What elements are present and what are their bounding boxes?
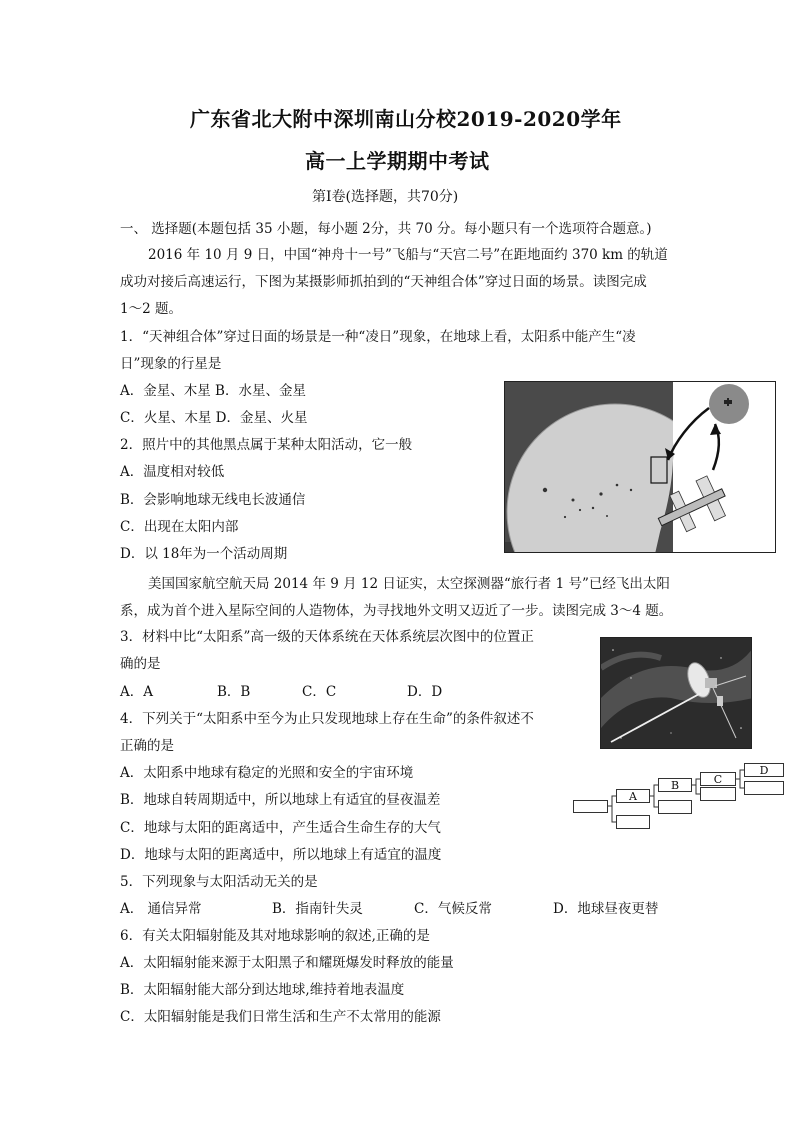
q3-stem-line1: 3．材料中比“太阳系”高一级的天体系统在天体系统层次图中的位置正 (120, 629, 534, 645)
q4-option-d: D．地球与太阳的距离适中，所以地球上有适宜的温度 (120, 847, 442, 863)
q4-option-c: C．地球与太阳的距离适中，产生适合生命生存的大气 (120, 820, 441, 836)
q2-option-b: B．会影响地球无线电长波通信 (120, 492, 306, 508)
q2-option-d: D．以 18年为一个活动周期 (120, 546, 288, 562)
q5-option-b: B．指南针失灵 (272, 901, 363, 917)
diagram-box-d: D (744, 763, 784, 777)
q3-stem-line2: 确的是 (120, 656, 161, 672)
passage1-line3: 1～2 题。 (120, 301, 182, 317)
q4-option-b: B．地球自转周期适中，所以地球上有适宜的昼夜温差 (120, 792, 441, 808)
q2-option-a: A．温度相对较低 (120, 464, 225, 480)
sun-transit-photo (504, 381, 776, 553)
instructions: 一、 选择题(本题包括 35 小题，每小题 2分，共 70 分。每小题只有一个选项符合题意。) (120, 221, 652, 237)
q3-option-a: A．A (120, 684, 153, 700)
q1-stem-line2: 日”现象的行星是 (120, 356, 222, 372)
diagram-box-b: B (658, 778, 692, 792)
q4-stem-line2: 正确的是 (120, 738, 174, 754)
q6-option-c: C．太阳辐射能是我们日常生活和生产不太常用的能源 (120, 1009, 441, 1025)
q6-option-b: B．太阳辐射能大部分到达地球,维持着地表温度 (120, 982, 405, 998)
q5-stem: 5．下列现象与太阳活动无关的是 (120, 874, 318, 890)
passage1-line1: 2016 年 10 月 9 日，中国“神舟十一号”飞船与“天宫二号”在距地面约 370 km 的轨道 (148, 247, 668, 263)
q6-stem: 6．有关太阳辐射能及其对地球影响的叙述,正确的是 (120, 928, 430, 944)
q2-stem: 2．照片中的其他黑点属于某种太阳活动，它一般 (120, 437, 413, 453)
diagram-box-c: C (700, 772, 736, 786)
q1-options-ab: A．金星、木星 B．水星、金星 (120, 383, 306, 399)
passage2-line2: 系，成为首个进入星际空间的人造物体，为寻找地外文明又迈近了一步。读图完成 3～4 题。 (120, 603, 673, 619)
voyager-photo (600, 637, 752, 749)
diagram-box-empty-5 (744, 781, 784, 795)
diagram-box-empty-2 (616, 815, 650, 829)
exam-title: 广东省北大附中深圳南山分校2019-2020学年 (190, 107, 622, 131)
diagram-box-empty-3 (658, 800, 692, 814)
q1-options-cd: C．火星、木星 D．金星、火星 (120, 410, 308, 426)
voyager-illustration (601, 638, 752, 749)
q4-stem-line1: 4．下列关于“太阳系中至今为止只发现地球上存在生命”的条件叙述不 (120, 711, 534, 727)
q6-option-a: A．太阳辐射能来源于太阳黑子和耀斑爆发时释放的能量 (120, 955, 454, 971)
q5-option-d: D．地球昼夜更替 (553, 901, 659, 917)
q4-option-a: A．太阳系中地球有稳定的光照和安全的宇宙环境 (120, 765, 414, 781)
diagram-box-empty-4 (700, 787, 736, 801)
sun-transit-illustration (505, 382, 776, 553)
celestial-hierarchy-diagram (570, 760, 788, 832)
exam-subtitle: 高一上学期期中考试 (305, 149, 490, 173)
q1-stem-line1: 1．“天神组合体”穿过日面的场景是一种“凌日”现象，在地球上看，太阳系中能产生“凌 (120, 329, 636, 345)
passage2-line1: 美国国家航空航天局 2014 年 9 月 12 日证实，太空探测器“旅行者 1 号”已经飞出太阳 (148, 576, 670, 592)
q2-option-c: C．出现在太阳内部 (120, 519, 239, 535)
diagram-box-empty-1 (573, 800, 608, 813)
passage1-line2: 成功对接后高速运行，下图为某摄影师抓拍到的“天神组合体”穿过日面的场景。读图完成 (120, 274, 647, 290)
q5-option-a: A． 通信异常 (120, 901, 202, 917)
diagram-box-a: A (616, 789, 650, 803)
q3-option-c: C．C (302, 684, 337, 700)
q5-option-c: C．气候反常 (414, 901, 492, 917)
q3-option-b: B．B (217, 684, 251, 700)
q3-option-d: D．D (407, 684, 443, 700)
section-heading: 第Ⅰ卷(选择题，共70分) (312, 189, 459, 205)
